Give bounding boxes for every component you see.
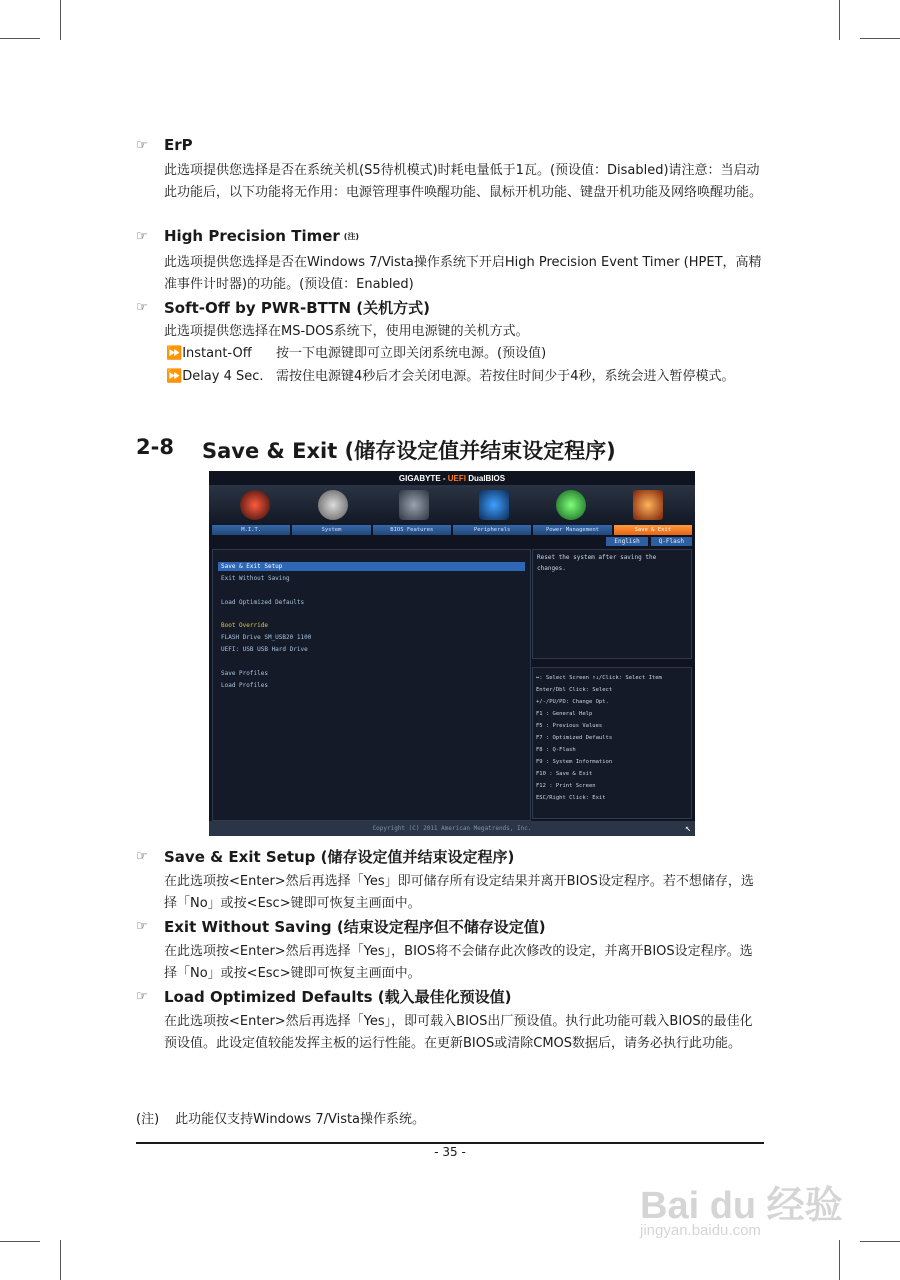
tab-peripherals[interactable]: Peripherals [453, 525, 531, 535]
section-save-exit [136, 846, 514, 867]
tab-save-exit[interactable]: Save & Exit [614, 525, 692, 535]
key-hint: F10 : Save & Exit [536, 771, 593, 777]
pointing-hand-icon: ☞ [136, 228, 148, 244]
menu-item-save-profiles[interactable]: Save Profiles [221, 670, 268, 677]
option-desc: 按一下电源键即可立即关闭系统电源。(预设值) [276, 346, 547, 361]
section-title: Exit Without Saving (结束设定程序但不储存设定值) [164, 918, 546, 936]
peripherals-icon [479, 490, 509, 520]
page-number: - 35 - [434, 1145, 466, 1159]
bios-lang-bar [606, 537, 692, 546]
crop-mark [60, 1240, 61, 1280]
option-desc: 需按住电源键4秒后才会关闭电源。若按住时间少于4秒，系统会进入暂停模式。 [276, 369, 735, 384]
crop-mark [0, 38, 40, 39]
section-title: ErP [164, 136, 193, 154]
menu-item-save-exit[interactable]: Save & Exit Setup [218, 562, 525, 571]
power-icon [556, 490, 586, 520]
section-body: 在此选项按<Enter>然后再选择「Yes」，BIOS将不会储存此次修改的设定，并离开BIOS设定程序。选择「No」或按<Esc>键即可恢复主画面中。 [164, 944, 753, 981]
footnote [136, 1108, 425, 1127]
option-row [166, 343, 764, 365]
bios-icon-bar [209, 485, 695, 525]
crop-mark [0, 1241, 40, 1242]
key-hint: F7 : Optimized Defaults [536, 735, 613, 741]
bios-help-panel: Reset the system after saving the changes. [532, 549, 692, 659]
double-arrow-icon: ⏩ [166, 369, 183, 384]
section-soft-off [136, 297, 430, 318]
bios-main-panel [212, 549, 531, 821]
key-hint: F12 : Print Screen [536, 783, 596, 789]
section-body: 在此选项按<Enter>然后再选择「Yes」即可储存所有设定结果并离开BIOS设定程序。若不想储存，选择「No」或按<Esc>键即可恢复主画面中。 [164, 874, 754, 911]
pointing-hand-icon: ☞ [136, 137, 148, 153]
bios-screenshot [209, 471, 695, 836]
section-title: Load Optimized Defaults (载入最佳化预设值) [164, 988, 512, 1006]
option-key: Instant-Off [182, 346, 252, 361]
pointing-hand-icon: ☞ [136, 919, 148, 934]
footnote-text: 此功能仅支持Windows 7/Vista操作系统。 [175, 1112, 426, 1127]
menu-item-load-profiles[interactable]: Load Profiles [221, 682, 268, 689]
crop-mark [860, 38, 900, 39]
language-button[interactable]: English [606, 537, 647, 546]
section-body: 此选项提供您选择在MS-DOS系统下，使用电源键的关机方式。 [164, 324, 529, 339]
gear-icon [318, 490, 348, 520]
chapter-title: Save & Exit (储存设定值并结束设定程序) [201, 439, 616, 463]
bios-tab-bar [212, 525, 692, 535]
bios-keys-panel [532, 667, 692, 819]
menu-item-load-defaults[interactable]: Load Optimized Defaults [221, 599, 305, 606]
footnote-label: (注) [136, 1112, 160, 1127]
key-hint: +/-/PU/PD: Change Opt. [536, 699, 609, 705]
tab-bios-features[interactable]: BIOS Features [373, 525, 451, 535]
chapter-heading [136, 435, 616, 465]
section-hpet [136, 227, 359, 245]
menu-item-uefi-usb[interactable]: UEFI: USB USB Hard Drive [221, 646, 308, 653]
section-exit-without-saving [136, 916, 546, 937]
key-hint: F1 : General Help [536, 711, 593, 717]
key-hint: ↔: Select Screen ↑↓/Click: Select Item [536, 675, 662, 681]
menu-item-flash-drive[interactable]: FLASH Drive SM_USB20 1100 [221, 634, 312, 641]
speedometer-icon [240, 490, 270, 520]
key-hint: F5 : Previous Values [536, 723, 603, 729]
pointing-hand-icon: ☞ [136, 989, 148, 1004]
option-row [166, 366, 764, 388]
menu-item-exit-without-saving[interactable]: Exit Without Saving [221, 575, 290, 582]
section-body: 在此选项按<Enter>然后再选择「Yes」，即可载入BIOS出厂预设值。执行此功能可载入BIOS的最佳化预设值。此设定值较能发挥主板的运行性能。在更新BIOS或清除CMOS数据后，请务必执行此功能。 [164, 1014, 753, 1051]
key-hint: Enter/Dbl Click: Select [536, 687, 613, 693]
key-hint: F9 : System Information [536, 759, 613, 765]
footnote-mark: (注) [343, 231, 360, 241]
key-hint: ESC/Right Click: Exit [536, 795, 606, 801]
option-key: Delay 4 Sec. [182, 369, 264, 384]
watermark-logo: Bai du 经验 [640, 1185, 843, 1227]
section-body: 此选项提供您选择是否在系统关机(S5待机模式)时耗电量低于1瓦。(预设值：Disabled)请注意：当启动此功能后，以下功能将无作用：电源管理事件唤醒功能、鼠标开机功能、键盘开机功能及网络唤醒功能。 [164, 163, 763, 200]
double-arrow-icon: ⏩ [166, 346, 183, 361]
section-title: High Precision Timer [164, 227, 340, 245]
mouse-cursor-icon: ↖ [684, 823, 691, 834]
tab-mit[interactable]: M.I.T. [212, 525, 290, 535]
qflash-button[interactable]: Q-Flash [651, 537, 692, 546]
section-title: Soft-Off by PWR-BTTN (关机方式) [164, 299, 430, 317]
section-erp [136, 136, 193, 154]
key-hint: F8 : Q-Flash [536, 747, 576, 753]
chapter-number: 2-8 [136, 435, 174, 459]
section-load-defaults [136, 986, 512, 1007]
pointing-hand-icon: ☞ [136, 849, 148, 864]
watermark-url: jingyan.baidu.com [640, 1222, 761, 1239]
bios-title: GIGABYTE - UEFI DualBIOS [398, 474, 506, 483]
crop-mark [60, 0, 61, 40]
pointing-hand-icon: ☞ [136, 300, 148, 315]
crop-mark [839, 0, 840, 40]
exit-door-icon [633, 490, 663, 520]
section-title: Save & Exit Setup (储存设定值并结束设定程序) [164, 848, 515, 866]
section-body: 此选项提供您选择是否在Windows 7/Vista操作系统下开启High Precision Event Timer (HPET，高精准事件计时器)的功能。(预设值：Enabled) [164, 255, 762, 292]
tab-power-management[interactable]: Power Management [533, 525, 611, 535]
bios-footer: Copyright (C) 2011 American Megatrends, Inc. [209, 821, 695, 836]
boot-override-heading: Boot Override [221, 622, 268, 629]
tab-system[interactable]: System [292, 525, 370, 535]
footer-rule [136, 1142, 764, 1144]
baidu-watermark [640, 1160, 880, 1250]
chip-icon [399, 490, 429, 520]
